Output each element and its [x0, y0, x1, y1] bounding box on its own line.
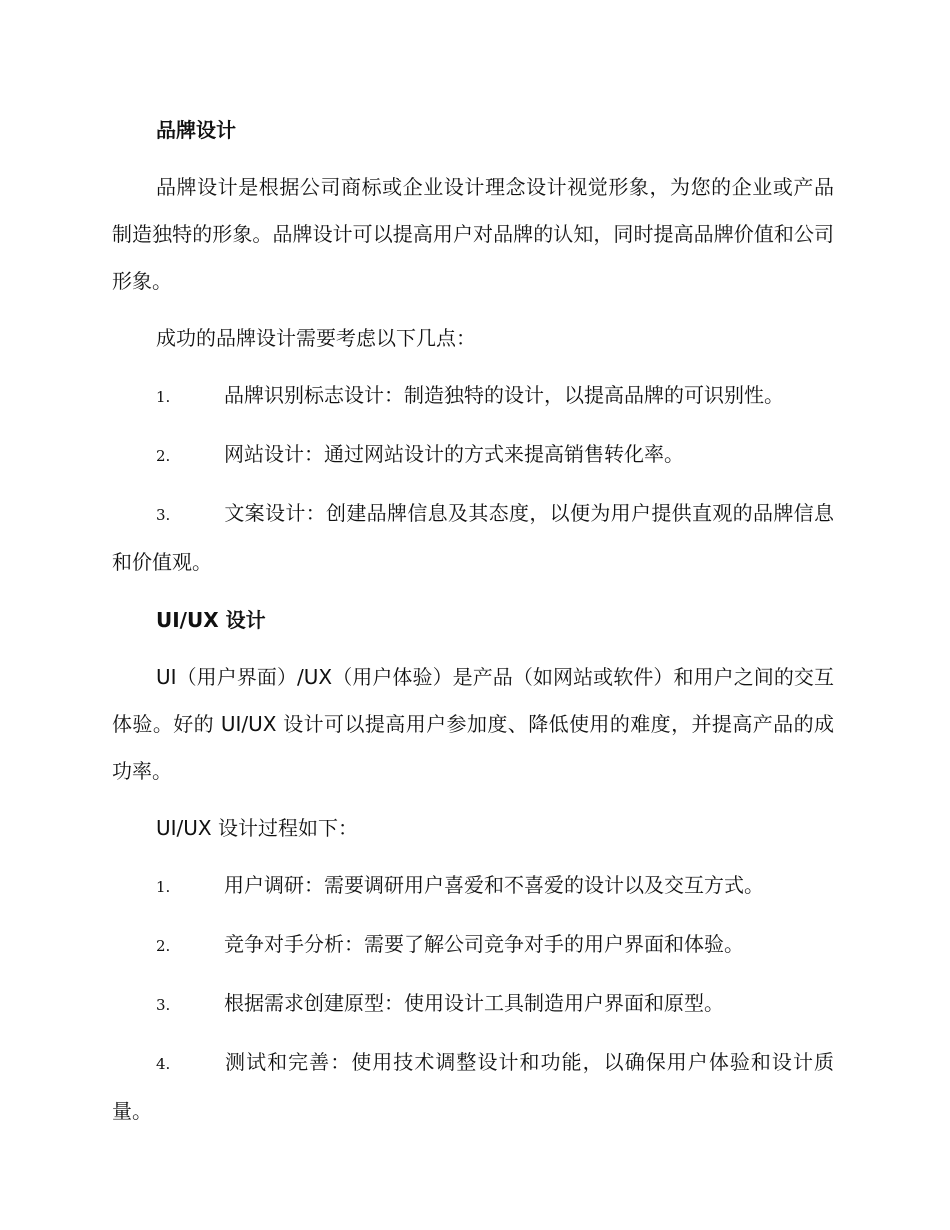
list-number: 1.	[156, 878, 171, 896]
list-number: 2.	[156, 937, 171, 955]
list-item	[112, 980, 834, 1029]
section-lead-paragraph: UI/UX 设计过程如下：	[156, 816, 358, 840]
list-number: 3.	[156, 506, 171, 524]
list-text: 网站设计：通过网站设计的方式来提高销售转化率。	[224, 442, 684, 466]
list-item	[112, 1039, 834, 1135]
section-lead-paragraph: 成功的品牌设计需要考虑以下几点：	[156, 326, 476, 350]
list-text: 用户调研：需要调研用户喜爱和不喜爱的设计以及交互方式。	[224, 873, 764, 897]
list-text: 竞争对手分析：需要了解公司竞争对手的用户界面和体验。	[224, 932, 744, 956]
section-intro-paragraph: 品牌设计是根据公司商标或企业设计理念设计视觉形象，为您的企业或产品制造独特的形象。品牌设计可以提高用户对品牌的认知，同时提高品牌价值和公司形象。	[112, 175, 834, 293]
list-text: 根据需求创建原型：使用设计工具制造用户界面和原型。	[224, 991, 724, 1015]
document-content	[112, 106, 834, 1145]
list-text: 品牌识别标志设计：制造独特的设计，以提高品牌的可识别性。	[224, 383, 784, 407]
section-intro-paragraph: UI（用户界面）/UX（用户体验）是产品（如网站或软件）和用户之间的交互体验。好的 UI/UX 设计可以提高用户参加度、降低使用的难度，并提高产品的成功率。	[112, 665, 834, 783]
list-item	[112, 490, 834, 586]
list-number: 4.	[156, 1055, 171, 1073]
list-item	[112, 431, 834, 480]
section-heading-ui-ux-design: UI/UX 设计	[156, 608, 266, 632]
section-heading-brand-design: 品牌设计	[156, 118, 236, 142]
list-text: 测试和完善：使用技术调整设计和功能，以确保用户体验和设计质量。	[112, 1050, 834, 1123]
list-item	[112, 862, 834, 911]
list-number: 3.	[156, 996, 171, 1014]
list-number: 2.	[156, 447, 171, 465]
list-number: 1.	[156, 388, 171, 406]
list-item	[112, 372, 834, 421]
list-text: 文案设计：创建品牌信息及其态度，以便为用户提供直观的品牌信息和价值观。	[112, 501, 834, 574]
list-item	[112, 921, 834, 970]
